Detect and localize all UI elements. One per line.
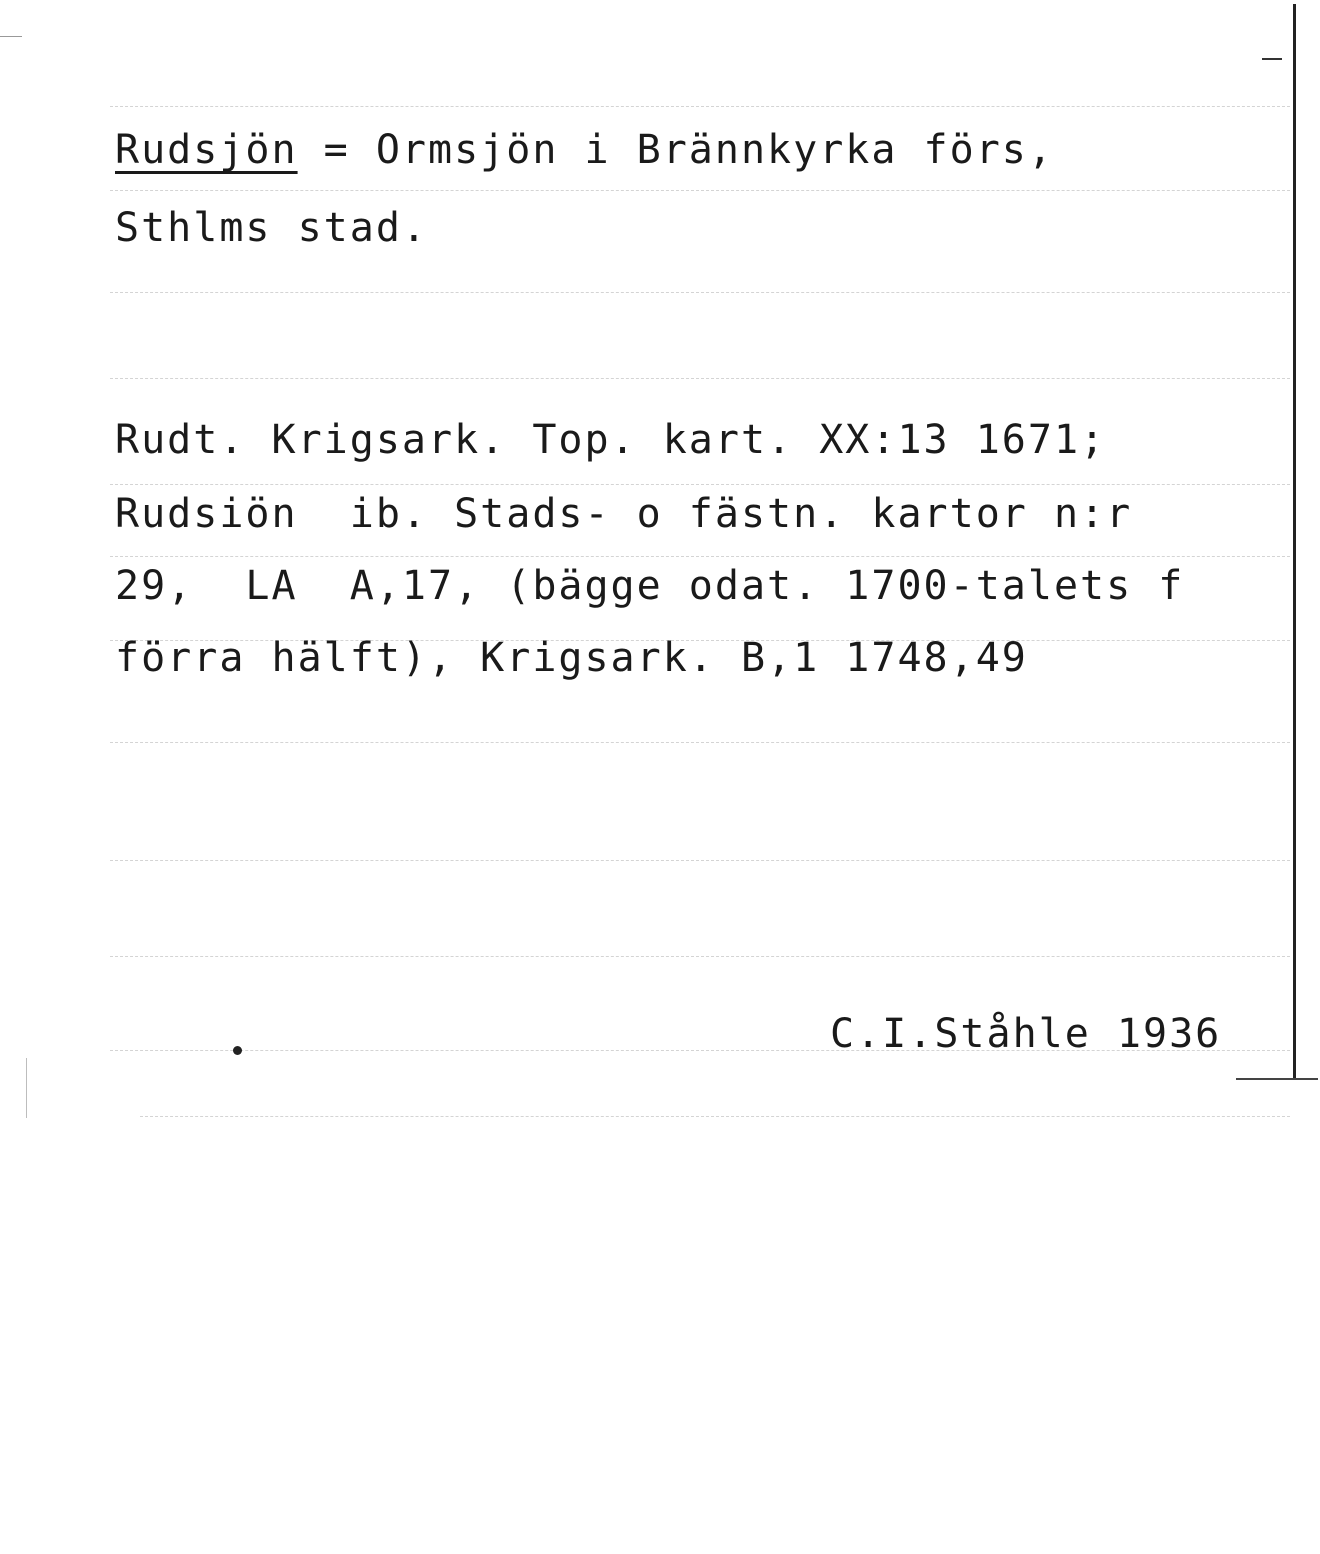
entry-line-2: Sthlms stad. [115, 205, 428, 251]
ruled-line [110, 484, 1290, 485]
ruled-line [110, 742, 1290, 743]
ruled-line [110, 292, 1290, 293]
ruled-line [140, 1116, 1290, 1117]
headword: Rudsjön [115, 127, 298, 173]
entry-line-1 [115, 127, 1054, 173]
ruled-line [110, 106, 1290, 107]
card-bottom-edge [1236, 1078, 1318, 1080]
entry-line-3: Rudt. Krigsark. Top. kart. XX:13 1671; [115, 417, 1107, 463]
headword-definition: = Ormsjön i Brännkyrka förs, [297, 127, 1054, 173]
entry-line-5: 29, LA A,17, (bägge odat. 1700-talets f [115, 563, 1185, 609]
ruled-line [110, 556, 1290, 557]
card-left-edge [26, 1058, 27, 1118]
signature: C.I.Ståhle 1936 [830, 1011, 1222, 1057]
card-edge-tick [1262, 58, 1282, 60]
ink-dot [233, 1046, 242, 1055]
ruled-line [110, 190, 1290, 191]
ruled-line [110, 378, 1290, 379]
card-right-edge [1293, 4, 1296, 1080]
corner-mark [0, 36, 22, 37]
ruled-line [110, 956, 1290, 957]
ruled-line [110, 860, 1290, 861]
entry-line-4: Rudsiön ib. Stads- o fästn. kartor n:r [115, 491, 1133, 537]
entry-line-6: förra hälft), Krigsark. B,1 1748,49 [115, 635, 1028, 681]
